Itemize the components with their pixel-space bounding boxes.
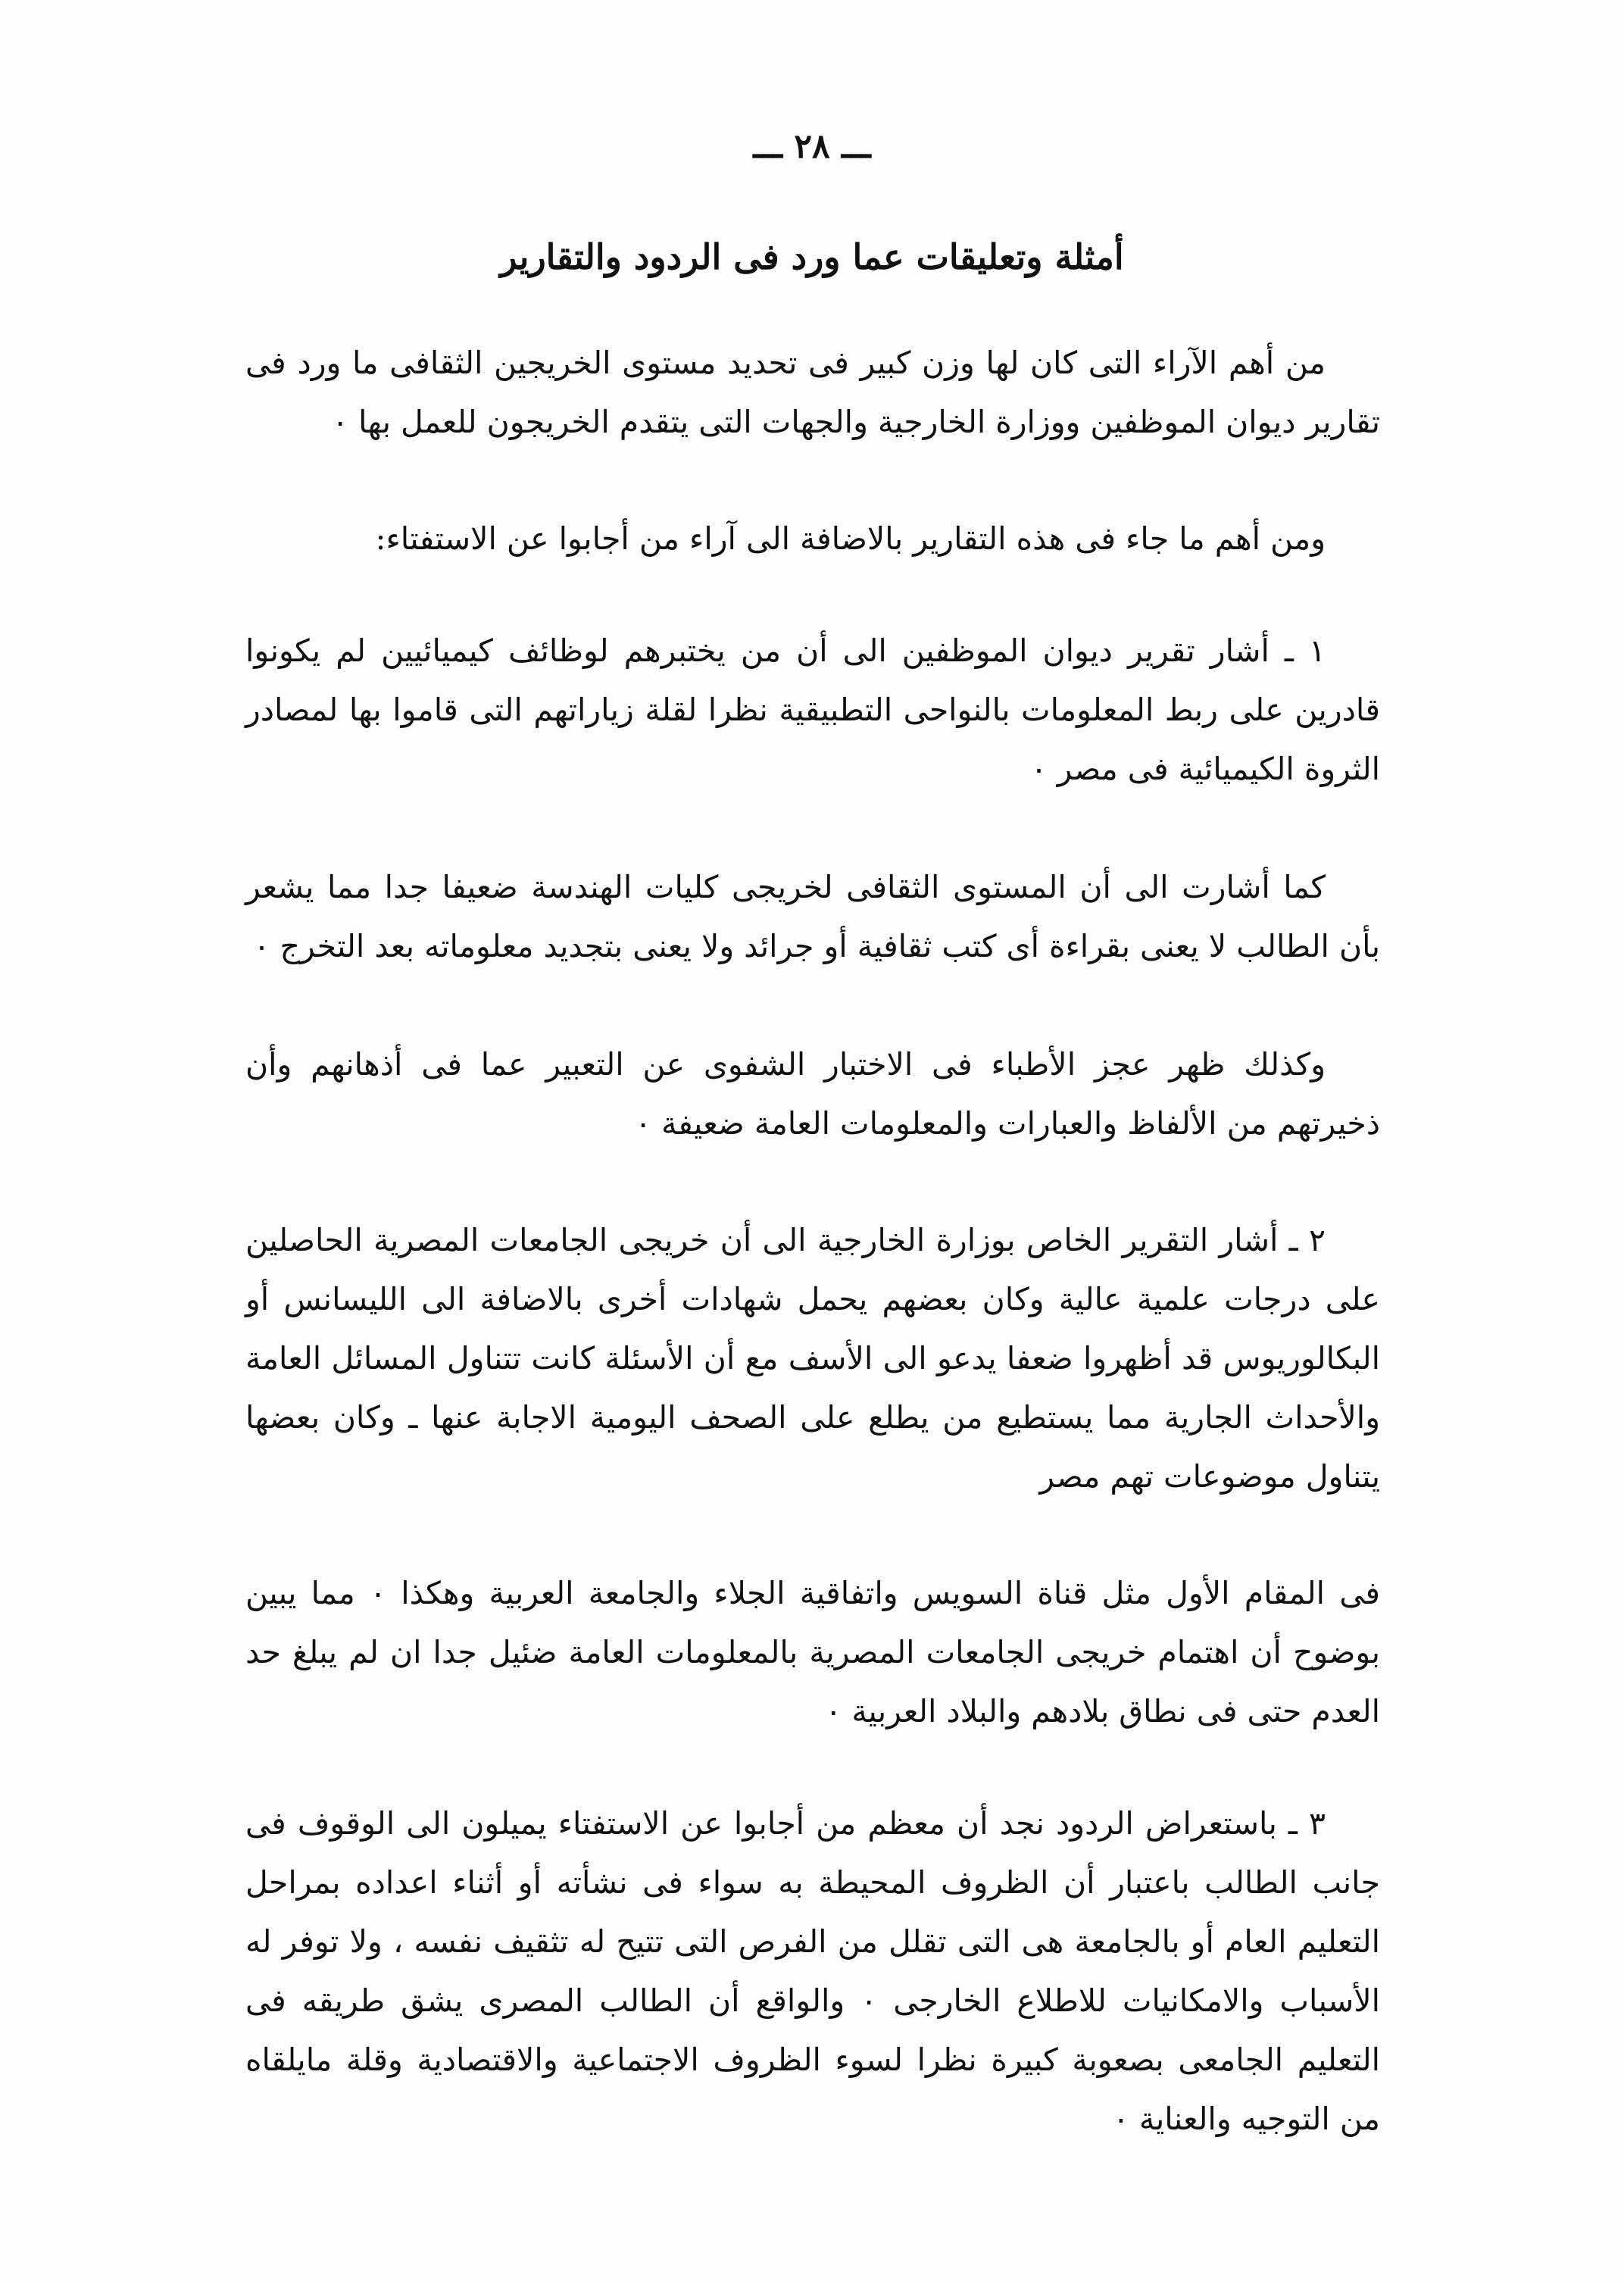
paragraph-point-3: ٣ ـ باستعراض الردود نجد أن معظم من أجابوا عن الاستفتاء يميلون الى الوقوف فى جانب الطالب باعتبار أن الظروف المحيطة به سواء فى نشأته أو أثناء اعداده بمراحل التعليم العام أو بالجامعة هى التى تقلل من الفرص التى تتيح له تثقيف نفسه ، ولا توفر له الأسباب والامكانيات للاطلاع الخارجى ٠ والواقع أن الطالب المصرى يشق طريقه فى التعليم الجامعى بصعوبة كبيرة نظرا لسوء الظروف الاجتماعية والاقتصادية وقلة مايلقاه من التوجيه والعناية ٠ [245, 1805, 1381, 2137]
paragraph-point-2: ٢ ـ أشار التقرير الخاص بوزارة الخارجية الى أن خريجى الجامعات المصرية الحاصلين على درجات علمية عالية وكان بعضهم يحمل شهادات أخرى بالاضافة الى الليسانس أو البكالوريوس قد أظهروا ضعفا يدعو الى الأسف مع أن الأسئلة كانت تتناول المسائل العامة والأحداث الجارية مما يستطيع من يطلع على الصحف اليومية الاجابة عنها ـ وكان بعضها يتناول موضوعات تهم مصر [245, 1222, 1380, 1495]
paragraph-summary: ومن أهم ما جاء فى هذه التقارير بالاضافة الى آراء من أجابوا عن الاستفتاء: [375, 520, 1326, 557]
paragraph-point-2-continued: فى المقام الأول مثل قناة السويس واتفاقية الجلاء والجامعة العربية وهكذا ٠ مما يبين بوضوح أن اهتمام خريجى الجامعات المصرية بالمعلومات العامة ضئيل جدا ان لم يبلغ حد العدم حتى فى نطاق بلادهم والبلاد العربية ٠ [245, 1575, 1380, 1729]
page-title: أمثلة وتعليقات عما ورد فى الردود والتقارير [500, 236, 1124, 277]
paragraph-engineering: كما أشارت الى أن المستوى الثقافى لخريجى كليات الهندسة ضعيفا جدا مما يشعر بأن الطالب لا يعنى بقراءة أى كتب ثقافية أو جرائد ولا يعنى بتجديد معلوماته بعد التخرج ٠ [245, 869, 1380, 964]
paragraph-intro: من أهم الآراء التى كان لها وزن كبير فى تحديد مستوى الخريجين الثقافى ما ورد فى تقارير ديوان الموظفين ووزارة الخارجية والجهات التى يتقدم الخريجون للعمل بها ٠ [245, 345, 1380, 440]
paragraph-point-1: ١ ـ أشار تقرير ديوان الموظفين الى أن من يختبرهم لوظائف كيميائيين لم يكونوا قادرين على ربط المعلومات بالنواحى التطبيقية نظرا لقلة زياراتهم التى قاموا بها لمصادر الثروة الكيميائية فى مصر ٠ [245, 633, 1380, 787]
page-number: ـــ ٢٨ ـــ [753, 127, 871, 166]
paragraph-doctors: وكذلك ظهر عجز الأطباء فى الاختبار الشفوى عن التعبير عما فى أذهانهم وأن ذخيرتهم من الألفاظ والعبارات والمعلومات العامة ضعيفة ٠ [245, 1046, 1380, 1142]
body-text [245, 333, 1380, 2148]
